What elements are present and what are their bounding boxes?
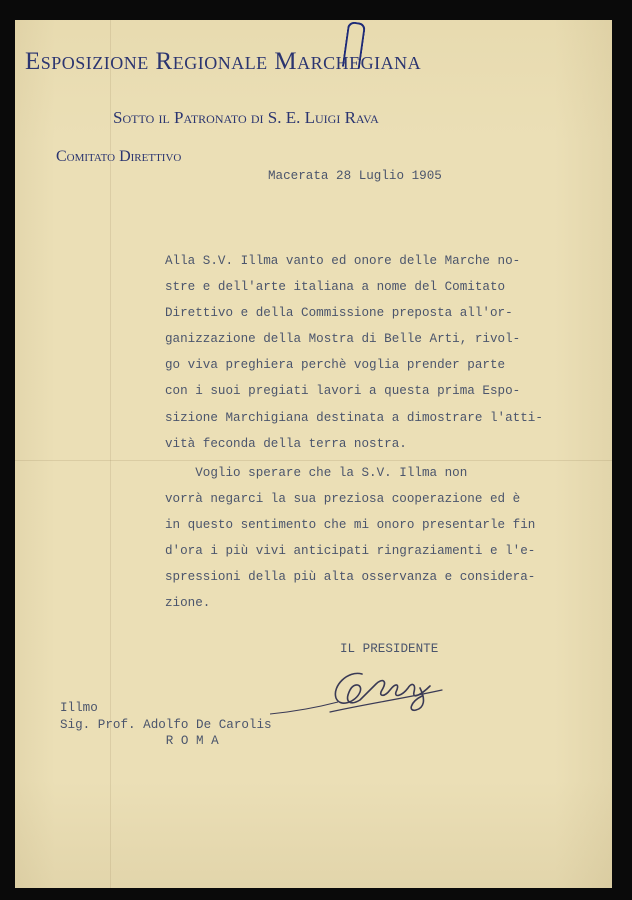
letterhead [25,48,421,76]
body-line: sizione Marchigiana destinata a dimostrare l'atti- [165,410,543,425]
body-line: ganizzazione della Mostra di Belle Arti, rivol- [165,332,521,347]
body-line: go viva preghiera perchè voglia prender parte [165,358,506,373]
body-line: vità feconda della terra nostra. [165,436,407,451]
dateline: Macerata 28 Luglio 1905 [268,169,442,183]
body-line: vorrà negarci la sua preziosa cooperazione ed è [165,492,521,507]
body-line: Direttivo e della Commissione preposta all'or- [165,306,513,321]
signature-flourish-line [270,700,340,720]
body-line: Voglio sperare che la S.V. Illma non [165,466,468,480]
body-paragraph-1 [165,248,543,457]
body-line: Alla S.V. Illma vanto ed onore delle Marche no- [165,254,521,268]
addressee-name: Sig. Prof. Adolfo De Carolis [60,717,272,732]
body-line: spressioni della più alta osservanza e considera- [165,570,536,585]
body-line: d'ora i più vivi anticipati ringraziamenti e l'e- [165,544,536,559]
committee-name: Comitato Direttivo [56,148,182,165]
letterhead-title: Esposizione Regionale Marchegiana [25,48,422,75]
addressee-honorific: Illmo [60,701,98,715]
addressee-block [60,700,272,750]
handwritten-signature [326,660,456,725]
body-paragraph-2 [165,460,535,617]
addressee-city: R O M A [60,734,219,748]
letterhead-subtitle: Sotto il Patronato di S. E. Luigi Rava [113,108,379,127]
body-line: stre e dell'arte italiana a nome del Comitato [165,280,506,295]
closing-title: IL PRESIDENTE [340,642,439,656]
body-line: in questo sentimento che mi onoro presentarle fin [165,518,536,533]
body-line: zione. [165,596,211,611]
body-line: con i suoi pregiati lavori a questa prima Espo- [165,384,521,399]
